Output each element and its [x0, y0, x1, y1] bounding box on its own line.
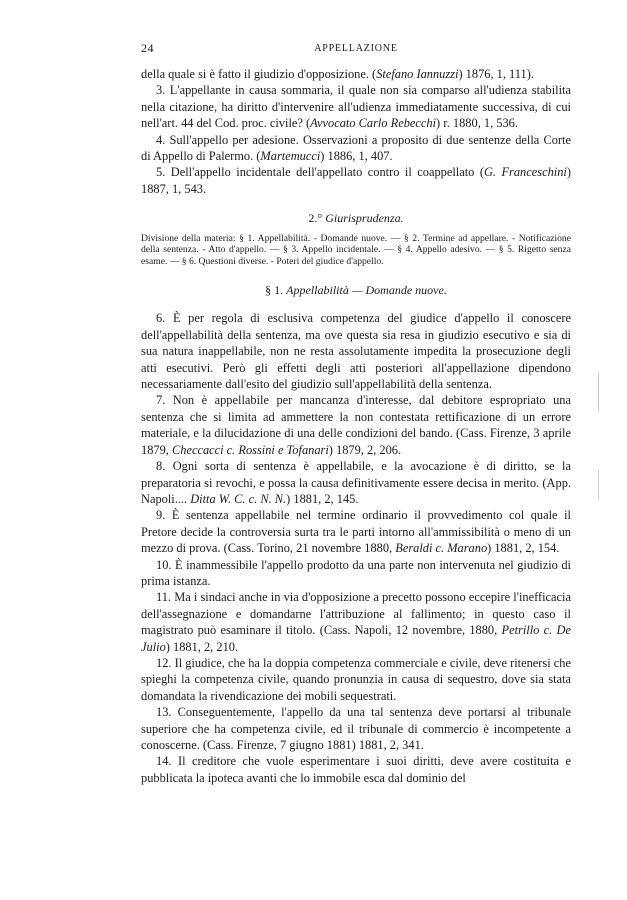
subsection-heading: § 1. Appellabilità — Domande nuove.	[265, 283, 447, 298]
paragraph-continued: della quale si è fatto il giudizio d'opposizione. (Stefano Iannuzzi) 1876, 1, 111).	[141, 67, 534, 81]
page-number: 24	[141, 41, 154, 55]
paragraph-3: 3. L'appellante in causa sommaria, il quale non sia comparso all'udienza stabilita nella citazione, ha diritto d'intervenire all'udienza immediatamente successiva, di cui nell'art. 44 del Cod. proc. civile? (Avvocato Carlo Rebecchi) r. 1880, 1, 536.	[141, 83, 571, 131]
running-title: APPELLAZIONE	[314, 43, 398, 54]
paragraph-8: 8. Ogni sorta di sentenza è appellabile, e la avocazione è di diritto, se la preparatoria si revochi, e possa la causa definitivamente essere decisa in merito. (App. Napoli.... Ditta W. C. c. N. N.) 1881, 2, 145.	[141, 459, 571, 506]
section-summary: Divisione della materia: § 1. Appellabilità. - Domande nuove. — § 2. Termine ad appellare. - Notificazione della sentenza. - Atto d'appello. — § 3. Appello incidentale. — § 4. Appello adesivo. — § 5. Rigetto senza esame. — § 6. Questioni diverse. - Poteri del giudice d'appello.	[141, 232, 571, 268]
paragraph-11: 11. Ma i sindaci anche in via d'opposizione a precetto possono eccepire l'inefficacia dell'assegnazione e domandarne l'attribuzione al fallimento; in questo caso il magistrato può esaminare il titolo. (Cass. Napoli, 12 novembre, 1880, Petrillo c. De Julio) 1881, 2, 210.	[141, 590, 571, 654]
running-header	[141, 40, 571, 56]
paragraph-4: 4. Sull'appello per adesione. Osservazioni a proposito di due sentenze della Corte di Appello di Palermo. (Martemucci) 1886, 1, 407.	[141, 132, 571, 164]
paragraph-13: 13. Conseguentemente, l'appello da una tal sentenza deve portarsi al tribunale superiore che ha competenza civile, ed il tribunale di commercio è incompetente a conoscerne. (Cass. Firenze, 7 giugno 1881) 1881, 2, 341.	[141, 705, 571, 753]
paragraph-5: 5. Dell'appello incidentale dell'appellato contro il coappellato (G. Franceschini) 1887, 1, 543.	[141, 165, 571, 196]
section-heading: 2.° Giurisprudenza.	[308, 211, 404, 226]
page	[141, 40, 571, 786]
scan-margin-mark	[598, 470, 599, 500]
paragraph-6: 6. È per regola di esclusiva competenza del giudice d'appello il conoscere dell'appellabilità della sentenza, ma ove questa sia resa in giudizio esecutivo e sia di sua natura inappellabile, non ne resta assolutamente impedita la prosecuzione degli atti esecutivi. Però gli effetti degli atti posteriori all'appellazione dipendono necessariamente dall'esito del giudizio sull'appellabilità della sentenza.	[141, 311, 571, 392]
paragraph-7: 7. Non è appellabile per mancanza d'interesse, dal debitore espropriato una sentenza che si limita ad ammettere la non contestata rettificazione di un errore materiale, e la dilucidazione di una delle condizioni del bando. (Cass. Firenze, 3 aprile 1879, Checcacci c. Rossini e Tofanari) 1879, 2, 206.	[141, 393, 571, 457]
scan-margin-mark	[598, 372, 599, 412]
paragraph-10: 10. È inammessibile l'appello prodotto da una parte non intervenuta nel giudizio di prima istanza.	[141, 557, 571, 588]
paragraph-9: 9. È sentenza appellabile nel termine ordinario il provvedimento col quale il Pretore decide la controversia surta tra le parti intorno all'ammissibilità o meno di un mezzo di prova. (Cass. Torino, 21 novembre 1880, Beraldi c. Marano) 1881, 2, 154.	[141, 508, 571, 556]
paragraph-14: 14. Il creditore che vuole esperimentare i suoi diritti, deve avere costituita e pubblicata la ipoteca avanti che lo immobile esca dal dominio del	[141, 754, 571, 785]
paragraph-12: 12. Il giudice, che ha la doppia competenza commerciale e civile, deve ritenersi che spieghi la competenza civile, quando pronunzia in causa di sequestro, dove sia stata domandata la rivendicazione dei mobili sequestrati.	[141, 655, 571, 703]
